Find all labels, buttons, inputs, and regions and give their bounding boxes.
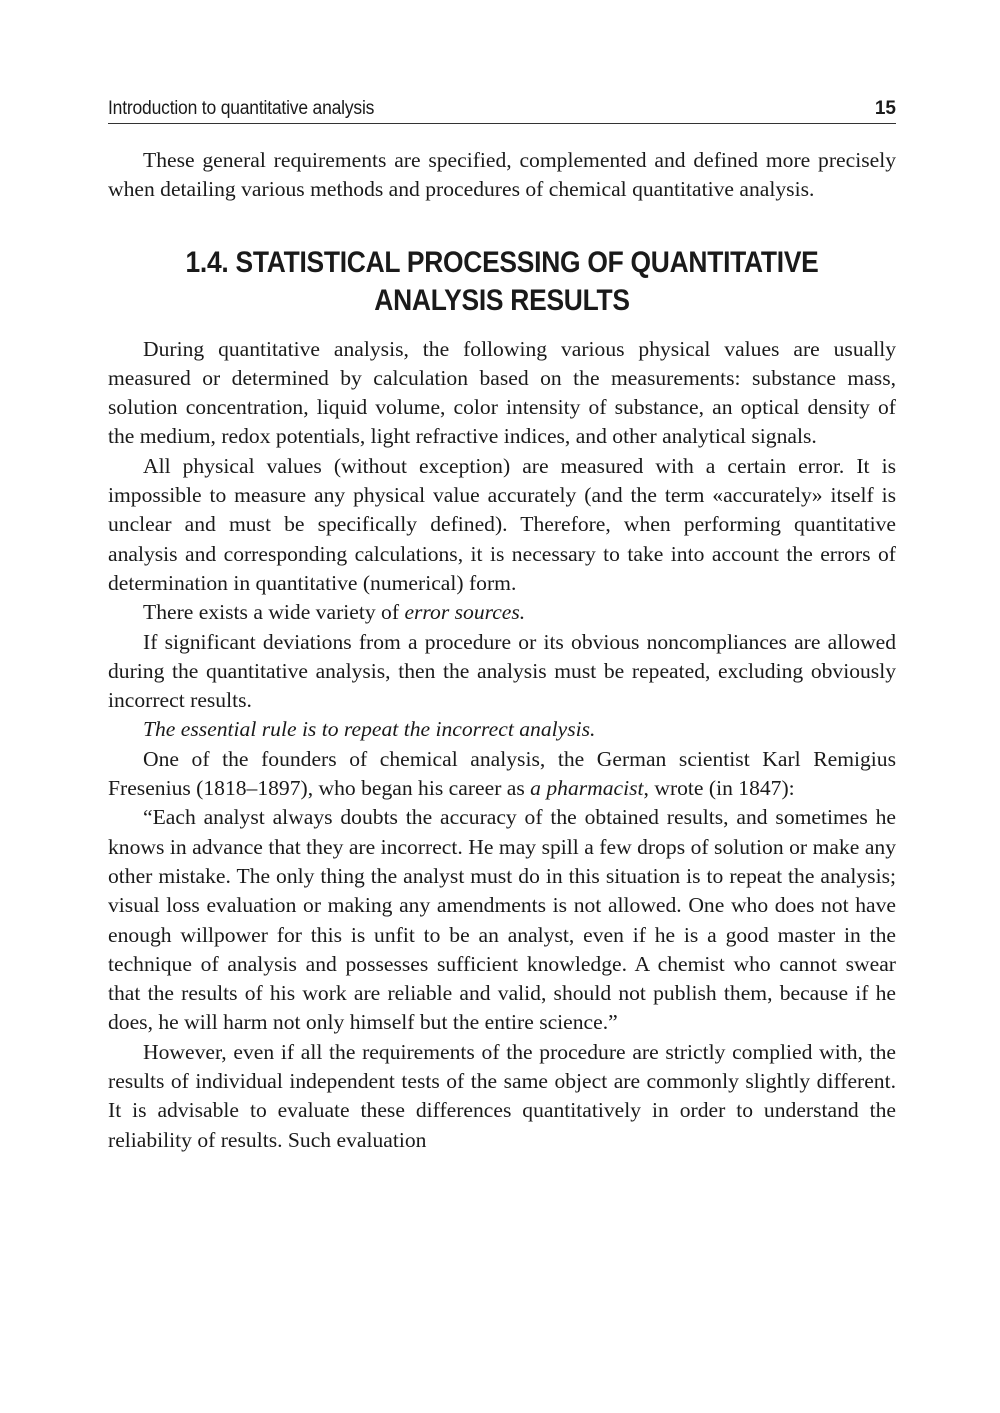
paragraph-deviations: If significant deviations from a procedure or its obvious noncompliances are allowed during the quantitative analysis, then the analysis must be repeated, excluding obviously incorrect results.	[108, 629, 896, 713]
paragraph-quotation: “Each analyst always doubts the accuracy of the obtained results, and sometimes he knows in advance that they are incorrect. He may spill a few drops of solution or make any other mistake. The only thing the analyst must do in this situation is to repeat the analysis; visual loss evaluation or making any amendments is not allowed. One who does not have enough willpower for this is unfit to be an analyst, even if he is a good master in the technique of analysis and possesses sufficient knowledge. A chemist who cannot swear that the results of his work are reliable and valid, should not publish them, because if he does, he will harm not only himself but the entire science.”	[108, 805, 896, 1035]
section-heading	[155, 244, 848, 320]
paragraph-measurement-errors: All physical values (without exception) are measured with a certain error. It is impossible to measure any physical value accurately (and the term «accurately» itself is unclear and must be specifically defined). Therefore, when performing quantitative analysis and corresponding calculations, it is necessary to take into account the errors of determination in quantitative (numerical) form.	[108, 453, 896, 595]
fresenius-text-after: , wrote (in 1847):	[643, 776, 795, 801]
paragraph-reliability: However, even if all the requirements of the procedure are strictly complied with, the results of individual independent tests of the same object are commonly slightly different. It is advisable to evaluate these differences quantitatively in order to understand the reliability of results. Such evaluation	[108, 1039, 896, 1152]
paragraph-measured-values: During quantitative analysis, the following various physical values are usually measured or determined by calculation based on the measurements: substance mass, solution concentration, liquid volume, color intensity of substance, an optical density of the medium, redox potentials, light refractive indices, and other analytical signals.	[108, 336, 896, 449]
paragraph-error-sources	[108, 598, 896, 627]
fresenius-text-before: One of the founders of chemical analysis, the German scientist Karl Remigius Fresenius (1818–1897), who began his career as	[108, 746, 896, 801]
essential-rule-emphasis: The essential rule is to repeat the incorrect analysis.	[143, 717, 596, 742]
section-heading-line-2: ANALYSIS RESULTS	[374, 283, 630, 317]
error-sources-text: There exists a wide variety of	[143, 600, 405, 625]
error-sources-emphasis: error sources.	[404, 600, 526, 625]
pharmacist-emphasis: a pharmacist	[530, 776, 644, 801]
paragraph-essential-rule	[108, 715, 896, 744]
section-heading-line-1: 1.4. STATISTICAL PROCESSING OF QUANTITATIVE	[185, 245, 819, 279]
running-title: Introduction to quantitative analysis	[108, 98, 375, 119]
page-number: 15	[874, 98, 896, 119]
body-text	[108, 146, 896, 1155]
running-header	[108, 94, 896, 124]
book-page	[108, 94, 896, 1155]
intro-paragraph: These general requirements are specified, complemented and defined more precisely when detailing various methods and procedures of chemical quantitative analysis.	[108, 148, 896, 202]
paragraph-fresenius	[108, 745, 896, 804]
